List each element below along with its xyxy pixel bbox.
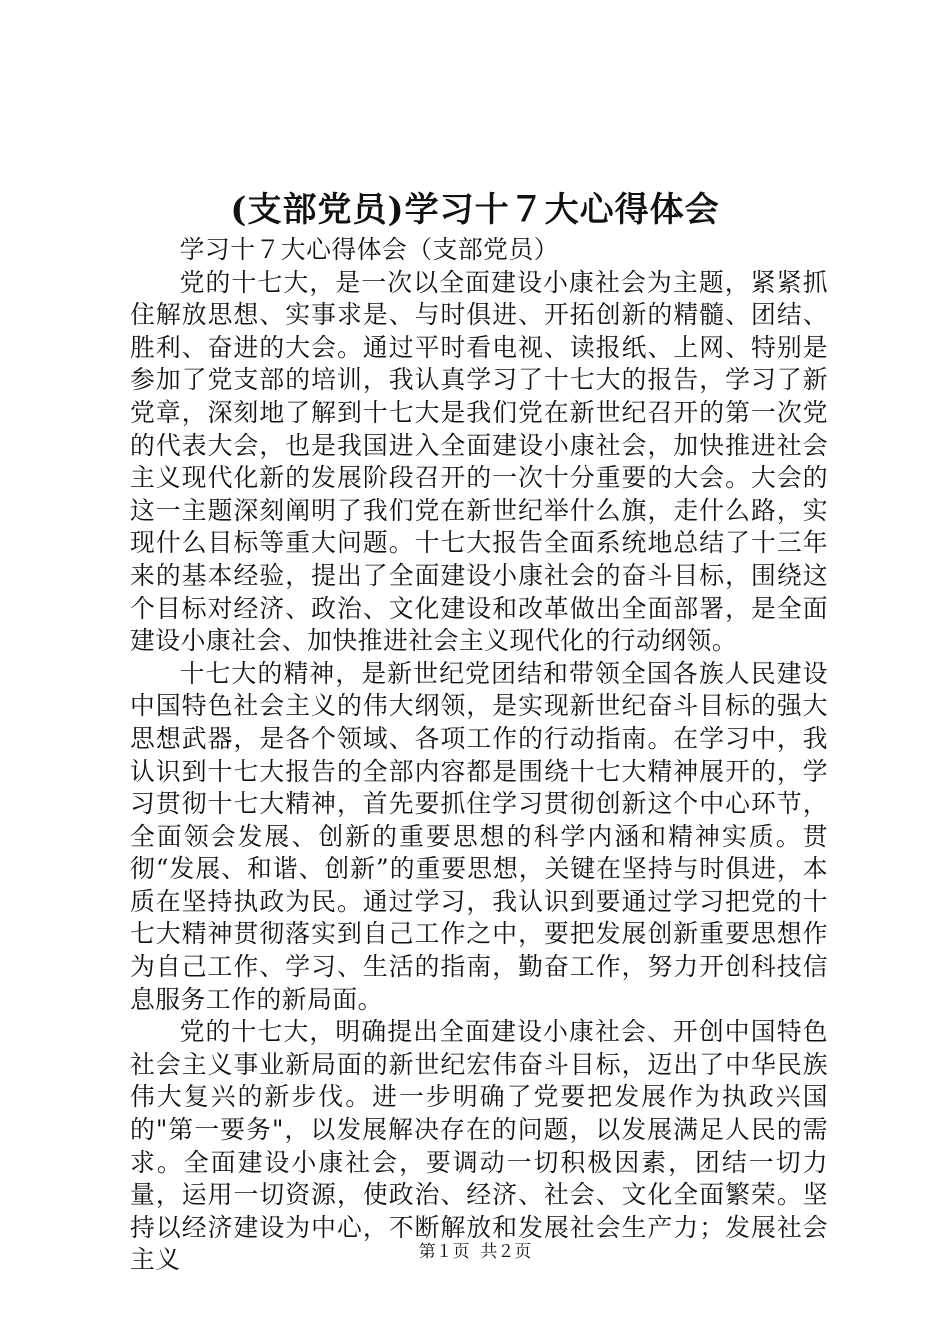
subtitle-paragraph: 学习十７大心得体会（支部党员） bbox=[179, 235, 560, 264]
body-paragraph: 党的十七大，是一次以全面建设小康社会为主题，紧紧抓住解放思想、实事求是、与时俱进、开拓创新的精髓、团结、胜利、奋进的大会。通过平时看电视、读报纸、上网、特别是参加了党支部的培训，我认真学习了十七大的报告，学习了新党章，深刻地了解到十七大是我们党在新世纪召开的第一次党的代表大会，也是我国进入全面建设小康社会，加快推进社会主义现代化新的发展阶段召开的一次十分重要的大会。大会的这一主题深刻阐明了我们党在新世纪举什么旗，走什么路，实现什么目标等重大问题。十七大报告全面系统地总结了十三年来的基本经验，提出了全面建设小康社会的奋斗目标，围绕这个目标对经济、政治、文化建设和改革做出全面部署，是全面建设小康社会、加快推进社会主义现代化的行动纲领。 bbox=[130, 267, 828, 656]
document-title: (支部党员)学习十７大心得体会 bbox=[230, 190, 720, 230]
body-paragraph: 十七大的精神，是新世纪党团结和带领全国各族人民建设中国特色社会主义的伟大纲领，是实现新世纪奋斗目标的强大思想武器，是各个领域、各项工作的行动指南。在学习中，我认识到十七大报告的全部内容都是围绕十七大精神展开的，学习贯彻十七大精神，首先要抓住学习贯彻创新这个中心环节，全面领会发展、创新的重要思想的科学内涵和精神实质。贯彻“发展、和谐、创新”的重要思想，关键在坚持与时俱进，本质在坚持执政为民。通过学习，我认识到要通过学习把党的十七大精神贯彻落实到自己工作之中，要把发展创新重要思想作为自己工作、学习、生活的指南，勤奋工作，努力开创科技信息服务工作的新局面。 bbox=[130, 658, 828, 1014]
page-number-footer: 第１页 共２页 bbox=[418, 1242, 532, 1262]
body-paragraph: 党的十七大，明确提出全面建设小康社会、开创中国特色社会主义事业新局面的新世纪宏伟奋斗目标，迈出了中华民族伟大复兴的新步伐。进一步明确了党要把发展作为执政兴国的"第一要务"，以发展解决存在的问题，以发展满足人民的需求。全面建设小康社会，要调动一切积极因素，团结一切力量，运用一切资源，使政治、经济、社会、文化全面繁荣。坚持以经济建设为中心，不断解放和发展社会生产力；发展社会主义 bbox=[130, 1017, 828, 1275]
document-body bbox=[130, 234, 828, 1277]
